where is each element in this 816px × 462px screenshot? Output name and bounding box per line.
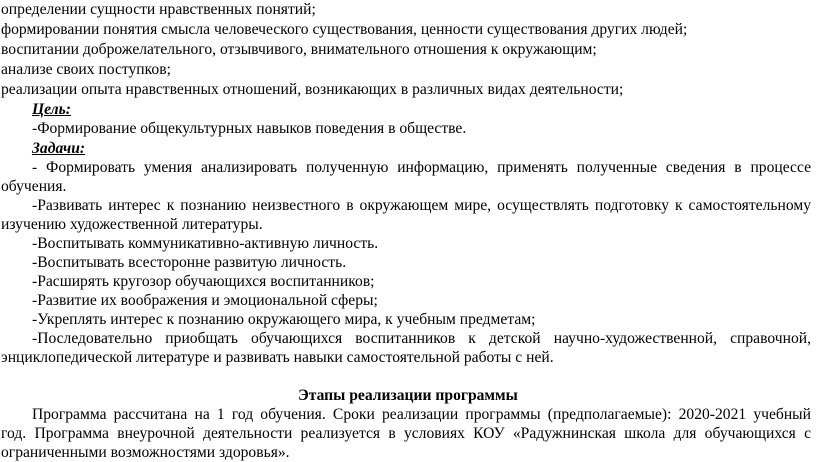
task-item-continuation: обучения.	[1, 178, 67, 195]
goal-text: -Формирование общекультурных навыков поведения в обществе.	[32, 120, 467, 137]
task-item-continuation: изучению художественной литературы.	[1, 216, 263, 233]
task-item-continuation: энциклопедической литературе и развивать навыки самостоятельной работы с ней.	[1, 349, 554, 366]
task-item: -Последовательно приобщать обучающихся воспитанников к детской научно-художественной, справочной,	[32, 330, 811, 347]
list-item: анализе своих поступков;	[1, 61, 171, 78]
list-item: воспитании доброжелательного, отзывчивого, внимательного отношения к окружающим;	[1, 41, 597, 58]
stages-heading: Этапы реализации программы	[298, 387, 518, 404]
stages-paragraph-line: Программа рассчитана на 1 год обучения. Сроки реализации программы (предполагаемые): 2020-2021 учебный	[32, 406, 811, 423]
task-item: -Развитие их воображения и эмоциональной сферы;	[32, 292, 378, 309]
stages-paragraph-line: год. Программа внеурочной деятельности реализуется в условиях КОУ «Радужнинская школа для обучающихся с	[1, 425, 811, 442]
list-item: формировании понятия смысла человеческого существования, ценности существования других людей;	[1, 21, 688, 38]
goal-heading: Цель:	[32, 101, 71, 118]
task-item: - Формировать умения анализировать полученную информацию, применять полученные сведения в процессе	[32, 159, 811, 176]
list-item: реализации опыта нравственных отношений, возникающих в различных видах деятельности;	[1, 81, 624, 98]
task-item: -Воспитывать всесторонне развитую личность.	[32, 254, 347, 271]
list-item: определении сущности нравственных понятий;	[1, 1, 316, 18]
task-item: -Воспитывать коммуникативно-активную личность.	[32, 235, 379, 252]
tasks-heading: Задачи:	[32, 140, 86, 157]
task-item: -Расширять кругозор обучающихся воспитанников;	[32, 273, 375, 290]
stages-paragraph-line: ограниченными возможностями здоровья».	[1, 444, 290, 461]
task-item: -Укреплять интерес к познанию окружающего мира, к учебным предметам;	[32, 311, 536, 328]
task-item: -Развивать интерес к познанию неизвестного в окружающем мире, осуществлять подготовку к самостоятельному	[32, 197, 811, 214]
